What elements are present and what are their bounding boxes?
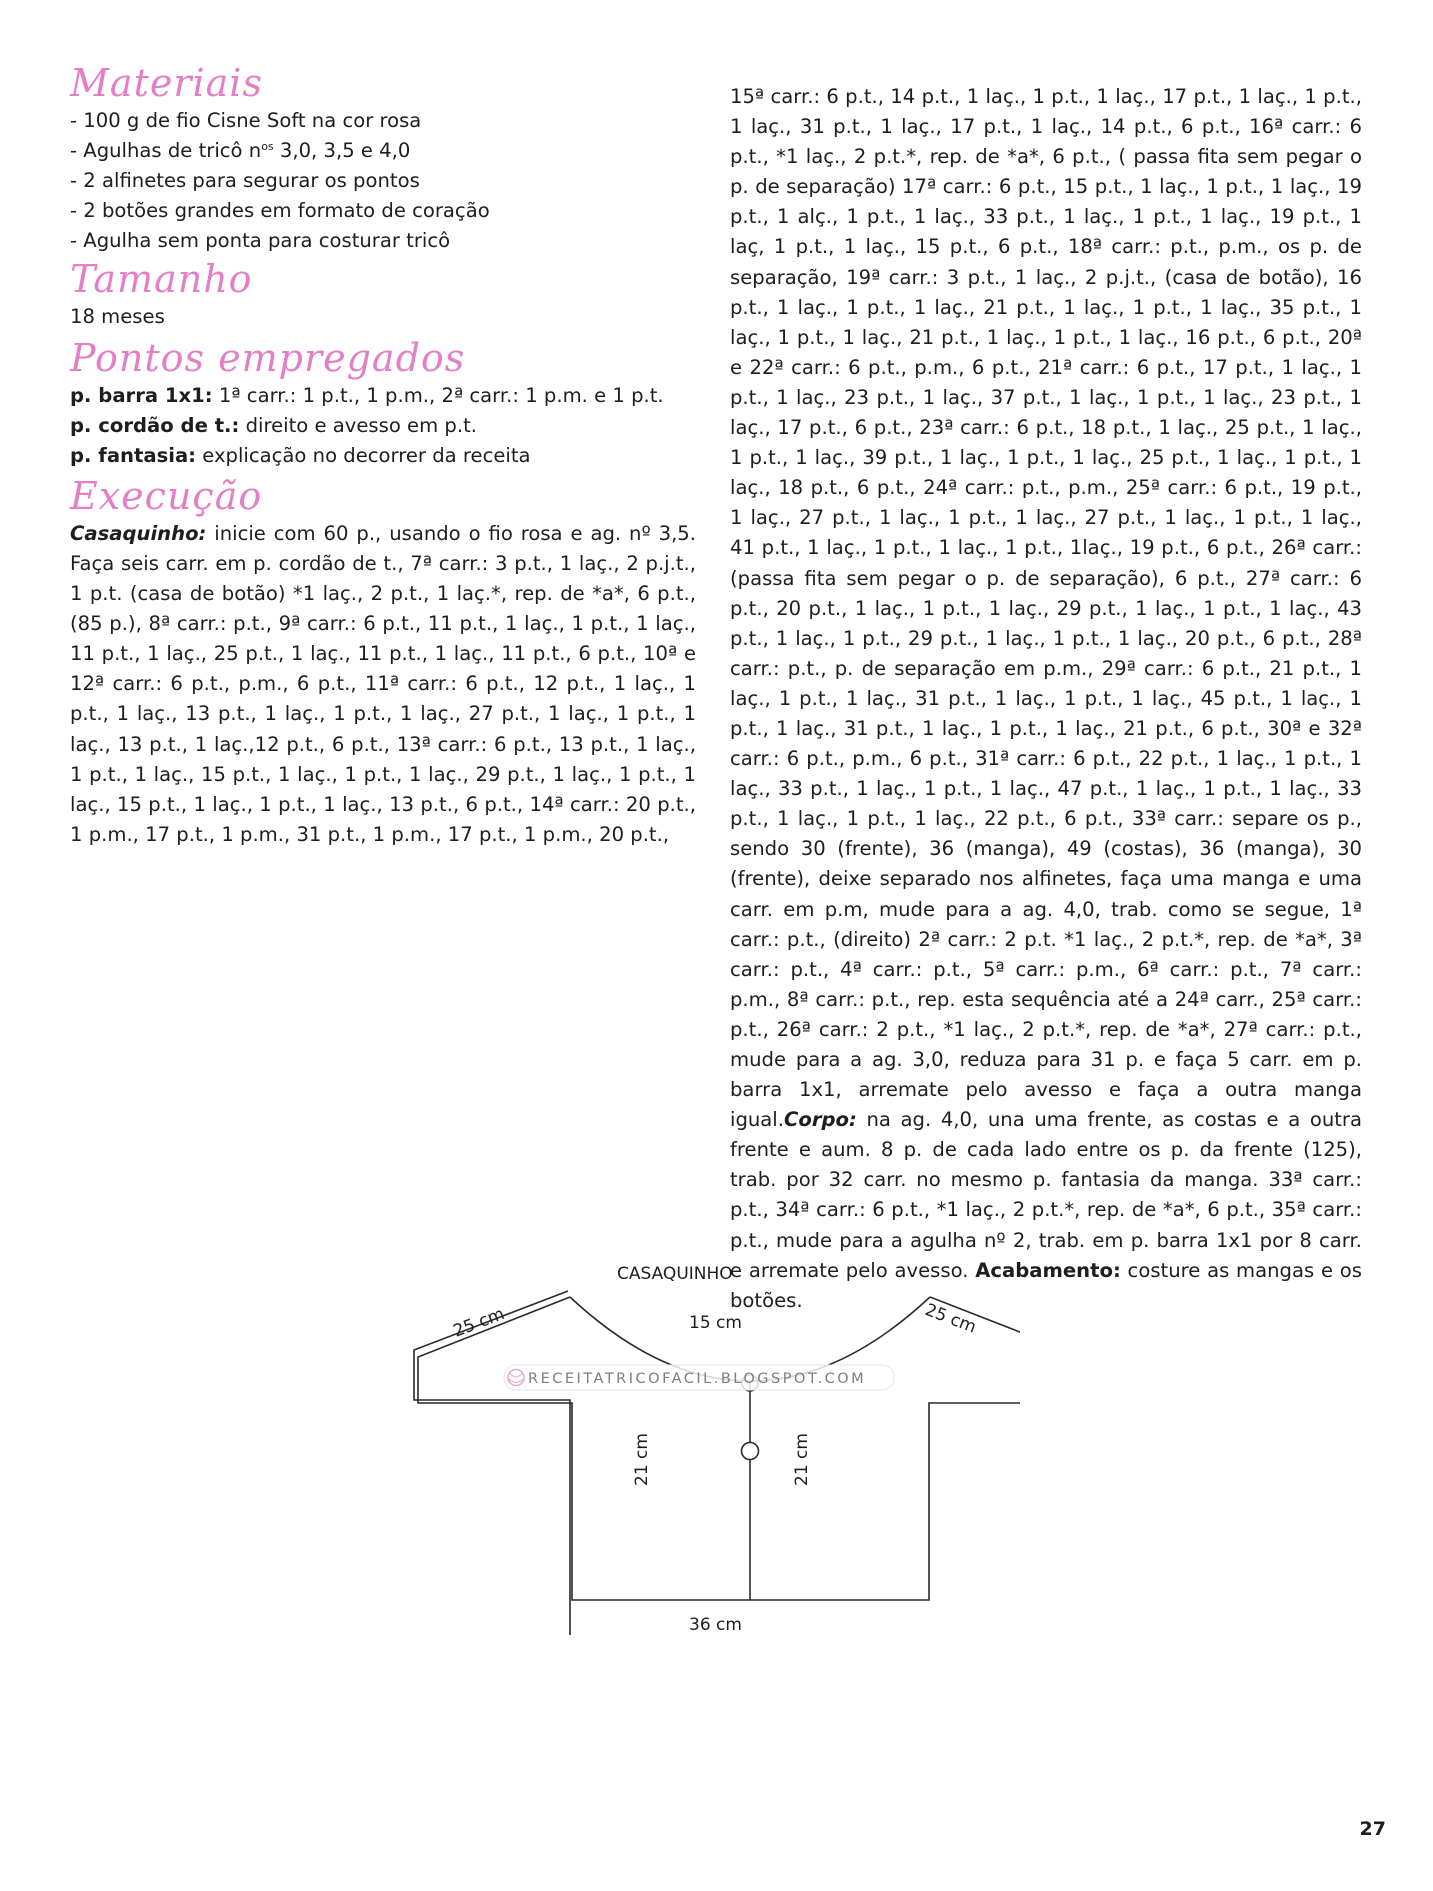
- materials-item: - 2 alfinetes para segurar os pontos: [70, 169, 420, 193]
- watermark-text: RECEITATRICOFACIL.BLOGSPOT.COM: [528, 1371, 867, 1387]
- right-column: [730, 82, 1362, 1316]
- right-height-measure: 21 cm: [792, 1433, 812, 1486]
- left-sleeve-measure: 25 cm: [450, 1304, 508, 1342]
- materials-item: - 2 botões grandes em formato de coração: [70, 199, 490, 223]
- neck-measure: 15 cm: [689, 1313, 742, 1333]
- size-heading: Tamanho: [70, 257, 253, 302]
- garment-outline: [414, 1291, 570, 1635]
- bottom-width-measure: 36 cm: [689, 1615, 742, 1635]
- materials-heading: Materiais: [70, 61, 263, 105]
- watermark: [504, 1365, 894, 1390]
- execution-heading: Execução: [70, 473, 263, 518]
- materials-item-needles: - Agulhas de tricô $n^{os}$ 3,0, 3,5 e 4,0: [70, 139, 411, 163]
- left-height-measure: 21 cm: [632, 1433, 652, 1486]
- button-icon: [742, 1443, 759, 1460]
- execution-text-left: Casaquinho: inicie com 60 p., usando o fio rosa e ag. nº 3,5. Faça seis carr. em p. cordão de t., 7ª carr.: 3 p.t., 1 laç., 2 p.j.t., 1 p.t. (casa de botão) *1 laç., 2 p.t., 1 laç.*, rep. de *a*, 6 p.t., (85 p.), 8ª carr.: p.t., 9ª carr.: 6 p.t., 11 p.t., 1 laç., 1 p.t., 1 laç., 11 p.t., 1 laç., 25 p.t., 1 laç., 11 p.t., 1 laç., 11 p.t., 6 p.t., 10ª e 12ª carr.: 6 p.t., p.m., 6 p.t., 11ª carr.: 6 p.t., 12 p.t., 1 laç., 1 p.t., 1 laç., 13 p.t., 1 laç., 1 p.t., 1 laç., 27 p.t., 1 laç., 1 p.t., 1 laç., 13 p.t., 1 laç.,12 p.t., 6 p.t., 13ª carr.: 6 p.t., 13 p.t., 1 laç., 1 p.t., 1 laç., 15 p.t., 1 laç., 1 p.t., 1 laç., 29 p.t., 1 laç., 1 p.t., 1 laç., 15 p.t., 1 laç., 1 p.t., 1 laç., 13 p.t., 6 p.t., 14ª carr.: 20 p.t., 1 p.m., 17 p.t., 1 p.m., 31 p.t., 1 p.m., 17 p.t., 1 p.m., 20 p.t.,: [70, 521, 696, 846]
- diagram-title: CASAQUINHO: [617, 1264, 733, 1284]
- stitches-heading: Pontos empregados: [70, 335, 466, 380]
- stitch-item: p. fantasia: explicação no decorrer da receita: [70, 443, 531, 467]
- garment-diagram: [400, 1255, 1020, 1635]
- garment-shape: [418, 1297, 1020, 1600]
- execution-text-right: 15ª carr.: 6 p.t., 14 p.t., 1 laç., 1 p.t., 1 laç., 17 p.t., 1 laç., 1 p.t., 1 laç., 31 p.t., 1 laç., 17 p.t., 1 laç., 14 p.t., 6 p.t., 16ª carr.: 6 p.t., *1 laç., 2 p.t.*, rep. de *a*, 6 p.t., ( passa fita sem pegar o p. de separação) 17ª carr.: 6 p.t., 15 p.t., 1 laç., 1 p.t., 1 laç., 19 p.t., 1 alç., 1 p.t., 1 laç., 33 p.t., 1 laç., 1 p.t., 1 laç., 19 p.t., 1 laç, 1 p.t., 1 laç., 15 p.t., 6 p.t., 18ª carr.: p.t., p.m., os p. de separação, 19ª carr.: 3 p.t., 1 laç., 2 p.j.t., (casa de botão), 16 p.t., 1 laç., 1 p.t., 1 laç., 21 p.t., 1 laç., 1 p.t., 1 laç., 35 p.t., 1 laç., 1 p.t., 1 laç., 21 p.t., 1 laç., 1 p.t., 1 laç., 16 p.t., 6 p.t., 20ª e 22ª carr.: 6 p.t., p.m., 6 p.t., 21ª carr.: 6 p.t., 17 p.t., 1 laç., 1 p.t., 1 laç., 23 p.t., 1 laç., 37 p.t., 1 laç., 1 p.t., 1 laç., 23 p.t., 1 laç., 17 p.t., 6 p.t., 23ª carr.: 6 p.t., 18 p.t., 1 laç., 25 p.t., 1 laç., 1 p.t., 1 laç., 39 p.t., 1 laç., 1 p.t., 1 laç., 25 p.t., 1 laç., 1 p.t., 1 laç., 18 p.t., 6 p.t., 24ª carr.: p.t., p.m., 25ª carr.: 6 p.t., 19 p.t., 1 laç., 27 p.t., 1 laç., 1 p.t., 1 laç., 27 p.t., 1 laç., 1 p.t., 1 laç., 41 p.t., 1 laç., 1 p.t., 1 laç., 1 p.t., 1laç., 19 p.t., 6 p.t., 26ª carr.: (passa fita sem pegar o p. de separação), 6 p.t., 27ª carr.: 6 p.t., 20 p.t., 1 laç., 1 p.t., 1 laç., 29 p.t., 1 laç., 1 p.t., 1 laç., 43 p.t., 1 laç., 1 p.t., 29 p.t., 1 laç., 1 p.t., 1 laç., 20 p.t., 6 p.t., 28ª carr.: p.t., p. de separação em p.m., 29ª carr.: 6 p.t., 21 p.t., 1 laç., 1 p.t., 1 laç., 31 p.t., 1 laç., 1 p.t., 1 laç., 45 p.t., 1 laç., 1 p.t., 1 laç., 31 p.t., 1 laç., 1 p.t., 1 laç., 21 p.t., 6 p.t., 30ª e 32ª carr.: 6 p.t., p.m., 6 p.t., 31ª carr.: 6 p.t., 22 p.t., 1 laç., 1 p.t., 1 laç., 33 p.t., 1 laç., 1 p.t., 1 laç., 47 p.t., 1 laç., 1 p.t., 1 laç., 33 p.t., 1 laç., 1 p.t., 1 laç., 22 p.t., 6 p.t., 33ª carr.: separe os p., sendo 30 (frente), 36 (manga), 49 (costas), 36 (manga), 30 (frente), deixe separado nos alfinetes, faça uma manga e uma carr. em p.m, mude para a ag. 4,0, trab. como se segue, 1ª carr.: p.t., (direito) 2ª carr.: 2 p.t. *1 laç., 2 p.t.*, rep. de *a*, 3ª carr.: p.t., 4ª carr.: p.t., 5ª carr.: p.m., 6ª carr.: p.t., 7ª carr.: p.m., 8ª carr.: p.t., rep. esta sequência até a 24ª carr., 25ª carr.: p.t., 26ª carr.: 2 p.t., *1 laç., 2 p.t.*, rep. de *a*, 27ª carr.: p.t., mude para a ag. 3,0, reduza para 31 p. e faça 5 carr. em p. barra 1x1, arremate pelo avesso e faça a outra manga igual.Corpo: na ag. 4,0, una uma frente, as costas e a outra frente e aum. 8 p. de cada lado entre os p. da frente (125), trab. por 32 carr. no mesmo p. fantasia da manga. 33ª carr.: p.t., 34ª carr.: 6 p.t., *1 laç., 2 p.t.*, rep. de *a*, 6 p.t., 35ª carr.: p.t., mude para a agulha nº 2, trab. em p. barra 1x1 por 8 carr. e arremate pelo avesso. Acabamento: costure as mangas e os botões.: [730, 85, 1362, 1312]
- left-column: [70, 60, 696, 850]
- right-sleeve-measure: 25 cm: [922, 1299, 979, 1338]
- size-value: 18 meses: [70, 305, 165, 329]
- page-number: 27: [1359, 1818, 1386, 1840]
- stitch-item: p. barra 1x1: 1ª carr.: 1 p.t., 1 p.m., 2ª carr.: 1 p.m. e 1 p.t.: [70, 383, 664, 407]
- materials-item: - Agulha sem ponta para costurar tricô: [70, 229, 451, 253]
- stitch-item: p. cordão de t.: direito e avesso em p.t.: [70, 413, 477, 437]
- materials-item: - 100 g de fio Cisne Soft na cor rosa: [70, 109, 422, 132]
